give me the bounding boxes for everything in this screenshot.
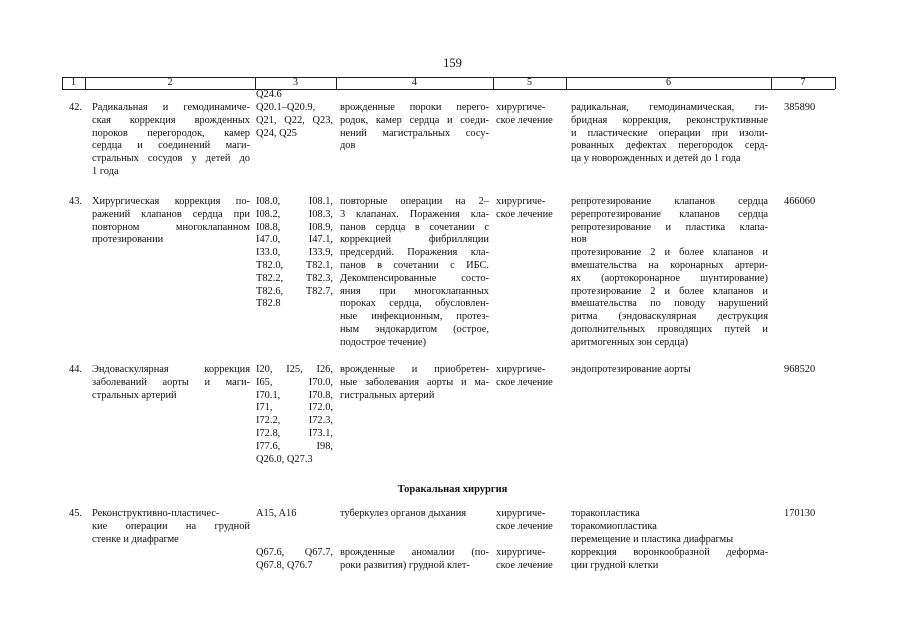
- icd-codes-line: Q20.1–Q20.9,: [256, 102, 316, 113]
- code-token: I72.0,: [308, 402, 333, 414]
- cost-value: 170130: [784, 508, 816, 519]
- treatment-method-line: бридная коррекция, реконструктивные: [571, 114, 768, 126]
- treatment-method-line: ца у новорожденных и детей до 1 года: [571, 153, 741, 165]
- icd-codes-line: [256, 415, 333, 428]
- code-token: T82.3,: [305, 272, 333, 284]
- code-token: I65,: [256, 376, 273, 388]
- treatment-method-line: торакомиопластика: [571, 520, 657, 532]
- treatment-method-line: рованных дефектах перегородок серд-: [571, 140, 768, 152]
- code-token: I08.0,: [256, 196, 281, 207]
- procedure-name-line: кие операции на грудной: [92, 520, 250, 532]
- treatment-type-line: хирургиче-: [496, 364, 546, 375]
- diagnosis-line: дов: [340, 140, 356, 152]
- diagnosis-line: Декомпенсированные состо-: [340, 272, 489, 284]
- procedure-name-line: протезировании: [92, 234, 164, 246]
- treatment-method-line: нов: [571, 234, 587, 246]
- diagnosis-line: яния при многоклапанных: [340, 285, 489, 297]
- cost: [784, 102, 830, 115]
- diagnosis-line: родок, камер сердца и соеди-: [340, 114, 489, 126]
- procedure-name-line: стенке и диафрагме: [92, 533, 179, 545]
- code-token: I08.3,: [308, 208, 333, 220]
- diagnosis-line: нений магистральных сосу-: [340, 127, 489, 139]
- treatment-type-line: ское лечение: [496, 559, 553, 571]
- icd-codes-line: [256, 364, 333, 377]
- cost: [784, 508, 830, 521]
- code-token: I70.8,: [308, 389, 333, 401]
- diagnosis: [340, 508, 489, 521]
- treatment-type: [496, 196, 562, 222]
- code-token: I33.0,: [256, 247, 281, 259]
- icd-codes-line: [256, 428, 333, 441]
- code-token: I98,: [316, 440, 333, 452]
- diagnosis-line: врожденные аномалии (по-: [340, 547, 489, 558]
- column-header: 3: [293, 77, 298, 88]
- code-token: I47.1,: [308, 234, 333, 246]
- treatment-method-line: эндопротезирование аорты: [571, 364, 691, 375]
- code-token: I08.2,: [256, 208, 281, 220]
- procedure-name-line: Эндоваскулярная коррекция: [92, 364, 250, 375]
- icd-codes-line: Q21, Q22, Q23,: [256, 114, 333, 126]
- diagnosis: [340, 102, 489, 153]
- procedure-name-line: 1 года: [92, 165, 119, 177]
- code-token: I26,: [316, 364, 333, 375]
- row-number-value: 44.: [69, 364, 82, 375]
- diagnosis-line: гистральных артерий: [340, 389, 435, 401]
- diagnosis-line: подострое течение): [340, 336, 427, 348]
- procedure-name-line: стральных артерий: [92, 389, 177, 401]
- code-token: I70.1,: [256, 389, 281, 401]
- code-token: Q67.7,: [304, 547, 333, 558]
- code-token: I73.1,: [308, 427, 333, 439]
- cost: [784, 364, 830, 377]
- icd-codes-line: [256, 298, 333, 311]
- diagnosis: [340, 196, 489, 350]
- code-token: Q67.8, Q76.7: [256, 559, 313, 571]
- row-number-value: 42.: [69, 102, 82, 113]
- treatment-type: [496, 547, 562, 573]
- treatment-type-line: хирургиче-: [496, 196, 546, 207]
- diagnosis-line: коррекцией фибрилляции: [340, 234, 489, 246]
- treatment-method-line: ях (аортокоронарное шунтирование): [571, 272, 768, 284]
- treatment-type-line: ское лечение: [496, 376, 553, 388]
- procedure-name-line: Реконструктивно-пластичес-: [92, 508, 220, 519]
- code-token: I25,: [286, 364, 303, 375]
- procedure-name-line: пороков перегородок, камер: [92, 127, 250, 139]
- icd-codes: [256, 89, 333, 102]
- cost: [784, 89, 830, 102]
- code-token: I77.6,: [256, 440, 281, 452]
- icd-codes-line: [256, 222, 333, 235]
- icd-codes-line: [256, 390, 333, 403]
- icd-codes: [256, 102, 333, 140]
- column-header: 5: [527, 77, 532, 88]
- procedure-name-line: стральных сосудов у детей до: [92, 153, 250, 165]
- icd-codes-line: [256, 273, 333, 286]
- code-token: I72.3,: [308, 415, 333, 427]
- procedure-name: [92, 508, 250, 546]
- code-token: T82.7,: [305, 285, 333, 297]
- row-number-value: 45.: [69, 508, 82, 519]
- treatment-method-line: репротезирование клапанов сердца: [571, 196, 768, 207]
- diagnosis-line: ные инфекционным, протез-: [340, 311, 489, 323]
- row-number: [64, 102, 82, 115]
- treatment-method-line: протезирование 2 и более клапанов и: [571, 247, 768, 259]
- icd-codes-line: [256, 377, 333, 390]
- treatment-type-line: хирургиче-: [496, 547, 546, 558]
- procedure-name-line: ражений клапанов сердца при: [92, 208, 250, 220]
- treatment-method-line: радикальная, гемодинамическая, ги-: [571, 102, 768, 113]
- procedure-name-line: заболеваний аорты и маги-: [92, 376, 250, 388]
- diagnosis-line: врожденные и приобретен-: [340, 364, 489, 375]
- cost: [784, 196, 830, 209]
- diagnosis-line: ным эндокардитом (острое,: [340, 323, 489, 335]
- cost-value: 385890: [784, 102, 816, 113]
- treatment-type: [496, 508, 562, 534]
- procedure-name-line: сердца и соединений маги-: [92, 140, 250, 152]
- section-title: Торакальная хирургия: [397, 484, 508, 495]
- code-token: T82.0,: [256, 259, 284, 271]
- icd-codes: [256, 364, 333, 466]
- diagnosis-line: панов в сочетании с ИБС.: [340, 259, 489, 271]
- treatment-type-line: ское лечение: [496, 114, 553, 126]
- code-token: T82.1,: [305, 259, 333, 271]
- code-token: T82.8: [256, 298, 281, 310]
- row-number: [64, 508, 82, 521]
- treatment-method: [571, 364, 768, 377]
- row-number: [64, 196, 82, 209]
- icd-codes-line: [256, 247, 333, 260]
- icd-codes-line: A15, A16: [256, 508, 297, 519]
- treatment-method: [571, 547, 768, 573]
- treatment-method-line: ритма (эндоваскулярная деструкция: [571, 311, 768, 323]
- treatment-method-line: аритмогенных зон сердца): [571, 336, 689, 348]
- column-header: 1: [71, 77, 76, 88]
- code-token: I08.9,: [308, 221, 333, 233]
- treatment-type-line: хирургиче-: [496, 508, 546, 519]
- treatment-method: [571, 196, 768, 350]
- column-header: 2: [167, 77, 173, 88]
- treatment-type-line: ское лечение: [496, 520, 553, 532]
- diagnosis-line: туберкулез органов дыхания: [340, 508, 467, 519]
- code-token: I33.9,: [308, 247, 333, 259]
- diagnosis-line: врожденные пороки перего-: [340, 102, 489, 113]
- table-header-bottom-rule: [62, 89, 835, 90]
- code-token: I20,: [256, 364, 273, 375]
- icd-codes-line: [256, 441, 333, 454]
- icd-codes: [256, 508, 333, 521]
- treatment-type-line: хирургиче-: [496, 102, 546, 113]
- icd-codes-line: [256, 286, 333, 299]
- icd-codes-line: [256, 234, 333, 247]
- code-token: I72.8,: [256, 427, 281, 439]
- treatment-type: [496, 102, 562, 128]
- icd-codes: [256, 547, 333, 573]
- treatment-method-line: торакопластика: [571, 508, 640, 519]
- treatment-method-line: коррекция воронкообразной деформа-: [571, 547, 768, 558]
- treatment-type-line: ское лечение: [496, 208, 553, 220]
- icd-codes-line: Q24, Q25: [256, 127, 297, 139]
- cost-value: 968520: [784, 364, 816, 375]
- cost-value: 466060: [784, 196, 816, 207]
- code-token: I08.8,: [256, 221, 281, 233]
- treatment-method-line: ререпротезирование клапанов сердца: [571, 208, 768, 220]
- row-number-value: [64, 89, 82, 102]
- diagnosis-line: 3 клапанах. Поражения кла-: [340, 208, 489, 220]
- procedure-name-line: ская коррекция врожденных: [92, 114, 250, 126]
- treatment-method-line: репротезирование и пластика клапа-: [571, 221, 768, 233]
- icd-codes-line: [256, 560, 333, 573]
- procedure-name: [92, 102, 250, 179]
- treatment-method-line: перемещение и пластика диафрагмы: [571, 533, 734, 545]
- code-token: I70.0,: [308, 376, 333, 388]
- diagnosis-line: ные заболевания аорты и ма-: [340, 376, 489, 388]
- code-token: Q67.6,: [256, 547, 285, 558]
- diagnosis-line: предсердий. Поражения кла-: [340, 247, 489, 259]
- treatment-method-line: дополнительных проводящих путей и: [571, 323, 768, 335]
- treatment-method-line: и пластические операции при изоли-: [571, 127, 768, 139]
- diagnosis-line: панов сердца в сочетании с: [340, 221, 489, 233]
- code-token: Q26.0, Q27.3: [256, 453, 313, 465]
- icd-codes-line: [256, 454, 333, 467]
- diagnosis-line: повторные операции на 2–: [340, 196, 489, 207]
- procedure-name-line: повторном многоклапанном: [92, 221, 250, 233]
- diagnosis: [340, 547, 489, 573]
- header-divider: [835, 77, 836, 89]
- icd-codes: [256, 196, 333, 311]
- icd-codes-line: [256, 547, 333, 560]
- treatment-method-line: ции грудной клетки: [571, 559, 659, 571]
- code-token: I08.1,: [308, 196, 333, 207]
- diagnosis-line: роки развития) грудной клет-: [340, 559, 470, 571]
- treatment-method-line: вмешательства по поводу нарушений: [571, 298, 768, 310]
- icd-codes-line: [256, 196, 333, 209]
- treatment-method: [571, 508, 768, 546]
- page-number: 159: [443, 56, 462, 70]
- row-number-value: 43.: [69, 196, 82, 207]
- treatment-method-line: вмешательства на коронарных артери-: [571, 259, 768, 271]
- treatment-type: [496, 364, 562, 390]
- code-token: T82.6,: [256, 285, 284, 297]
- cost-value: [784, 89, 830, 102]
- icd-codes-line: [256, 260, 333, 273]
- procedure-name-line: Радикальная и гемодинамиче-: [92, 102, 250, 113]
- icd-codes-line: Q24.6: [256, 89, 282, 100]
- icd-codes-line: [256, 402, 333, 415]
- code-token: I71,: [256, 402, 273, 414]
- code-token: I47.0,: [256, 234, 281, 246]
- row-number: [64, 364, 82, 377]
- column-header: 4: [412, 77, 417, 88]
- diagnosis: [340, 364, 489, 402]
- diagnosis-line: пороках сердца, обусловлен-: [340, 298, 489, 310]
- treatment-method-line: протезирование 2 и более клапанов и: [571, 285, 768, 297]
- code-token: T82.2,: [256, 272, 284, 284]
- procedure-name: [92, 196, 250, 247]
- procedure-name: [92, 364, 250, 402]
- column-header: 6: [666, 77, 671, 88]
- icd-codes-line: [256, 209, 333, 222]
- procedure-name-line: Хирургическая коррекция по-: [92, 196, 250, 207]
- row-number: [64, 89, 82, 102]
- column-header: 7: [800, 77, 806, 88]
- code-token: I72.2,: [256, 415, 281, 427]
- treatment-method: [571, 102, 768, 166]
